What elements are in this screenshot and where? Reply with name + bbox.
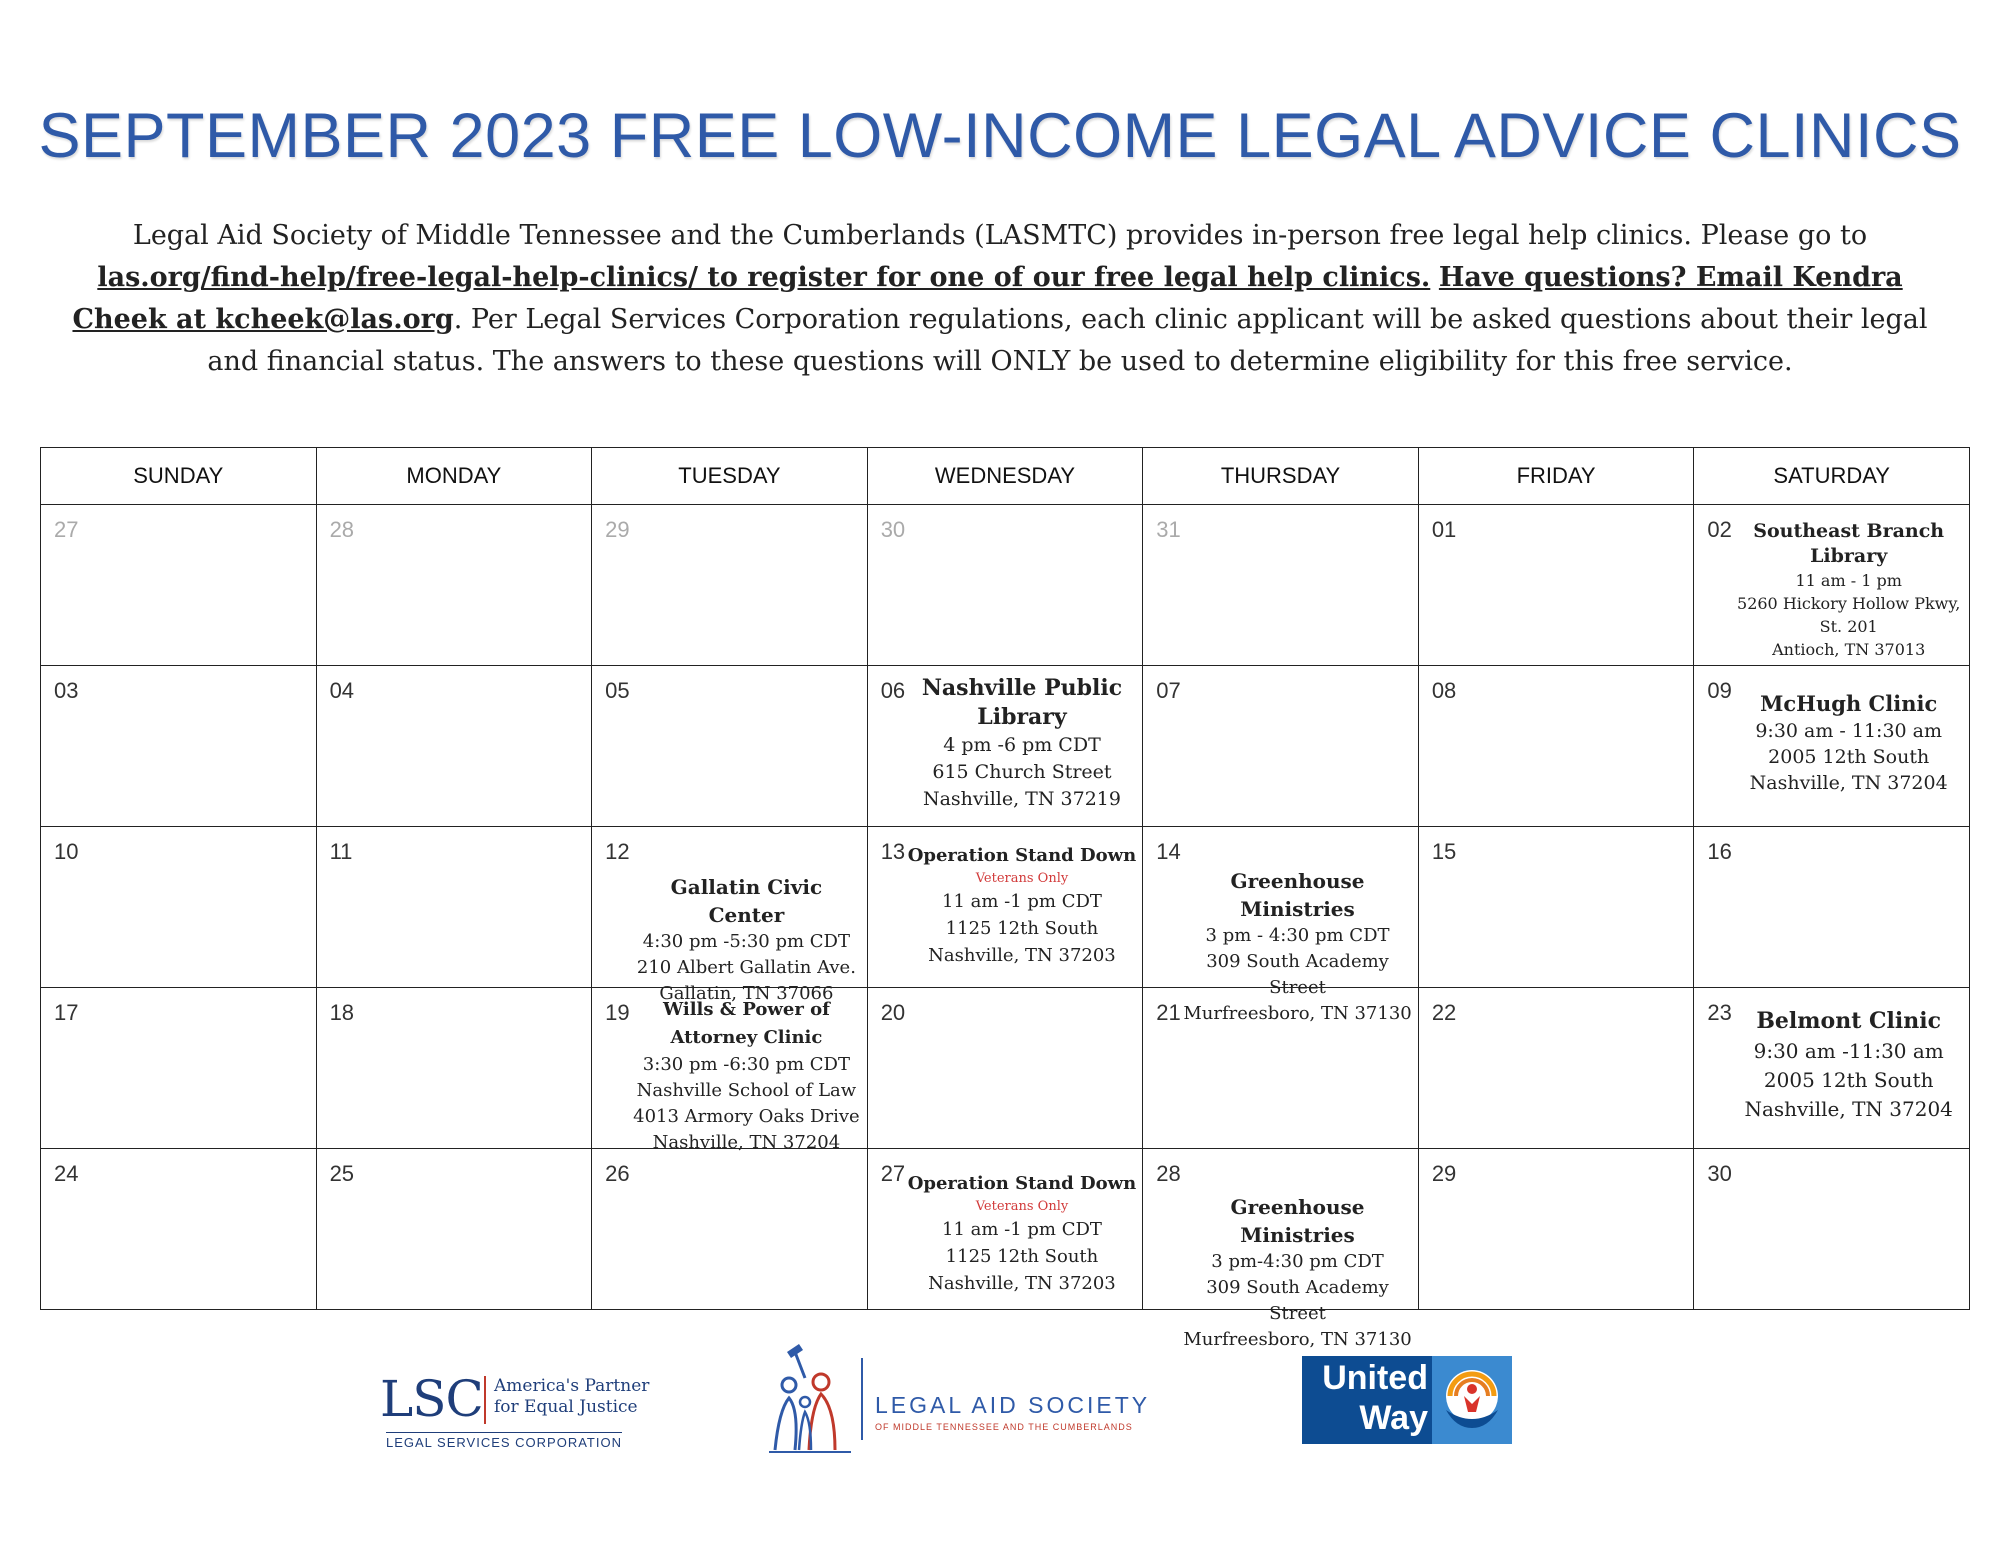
- day-number: 19: [605, 1000, 630, 1025]
- clinic-event: [1183, 1193, 1412, 1353]
- clinic-detail-line: Nashville, TN 37204: [1749, 772, 1948, 794]
- day-number: 16: [1707, 839, 1732, 864]
- day-number: 09: [1707, 678, 1732, 703]
- day-number: 29: [605, 517, 630, 542]
- calendar-day-cell: [1694, 666, 1970, 827]
- day-number: 27: [54, 517, 79, 542]
- calendar-day-cell: [1143, 666, 1419, 827]
- clinic-detail-line: Nashville, TN 37204: [652, 1132, 841, 1153]
- calendar-day-cell: [867, 827, 1143, 988]
- clinic-detail-line: 11 am -1 pm CDT: [942, 891, 1102, 912]
- day-number: 25: [329, 1161, 355, 1186]
- calendar-day-cell: [867, 505, 1143, 666]
- clinic-event: [632, 996, 861, 1156]
- clinic-detail-line: 4013 Armory Oaks Drive: [633, 1106, 860, 1127]
- day-number: 08: [1431, 678, 1457, 703]
- calendar-day-cell: [1694, 1149, 1970, 1310]
- calendar-day-cell: [592, 827, 868, 1004]
- lsc-subtitle: LEGAL SERVICES CORPORATION: [386, 1432, 622, 1450]
- clinic-name: Wills & Power of Attorney Clinic: [662, 999, 830, 1048]
- weekday-header: SATURDAY: [1694, 448, 1970, 505]
- day-number: 06: [880, 678, 906, 703]
- day-number: 28: [1156, 1161, 1181, 1186]
- day-number: 04: [329, 678, 355, 703]
- calendar-day-cell: [1694, 827, 1970, 988]
- calendar-day-cell: [41, 666, 317, 827]
- calendar-week-row: [41, 827, 1970, 988]
- weekday-header: THURSDAY: [1143, 448, 1419, 505]
- clinic-detail-line: 3:30 pm -6:30 pm CDT: [642, 1054, 850, 1075]
- clinic-detail-line: Antioch, TN 37013: [1772, 640, 1926, 659]
- day-number: 17: [54, 1000, 79, 1025]
- clinic-detail-line: 210 Albert Gallatin Ave.: [636, 957, 856, 978]
- clinic-name: Gallatin Civic Center: [670, 875, 823, 927]
- day-number: 15: [1431, 839, 1457, 864]
- clinic-event: [908, 674, 1137, 813]
- weekday-header: WEDNESDAY: [867, 448, 1143, 505]
- calendar-day-cell: [316, 1149, 592, 1310]
- weekday-header: MONDAY: [316, 448, 592, 505]
- clinic-event: [1734, 1006, 1963, 1124]
- calendar-grid: [40, 447, 1970, 1350]
- day-number: 07: [1156, 678, 1181, 703]
- calendar-day-cell: [1418, 827, 1694, 988]
- clinic-event: [908, 841, 1137, 969]
- calendar-day-cell: [867, 666, 1143, 827]
- calendar-day-cell: [41, 505, 317, 666]
- clinic-name: Greenhouse Ministries: [1230, 1195, 1365, 1247]
- legal-aid-society-logo: [765, 1340, 1165, 1455]
- calendar-day-cell: [867, 1149, 1143, 1310]
- day-number: 13: [880, 839, 906, 864]
- clinic-detail-line: Nashville, TN 37203: [928, 1273, 1116, 1294]
- clinic-detail-line: 1125 12th South: [945, 1246, 1099, 1267]
- day-number: 22: [1431, 1000, 1457, 1025]
- day-number: 27: [880, 1161, 906, 1186]
- clinic-detail-line: 9:30 am -11:30 am: [1753, 1039, 1944, 1063]
- clinic-detail-line: Murfreesboro, TN 37130: [1183, 1003, 1412, 1024]
- calendar-day-cell: [1143, 1149, 1419, 1350]
- clinic-detail-line: 309 South Academy Street: [1206, 951, 1389, 998]
- day-number: 18: [329, 1000, 355, 1025]
- clinic-event: [908, 1169, 1137, 1297]
- united-way-hand-icon: [1432, 1356, 1512, 1444]
- calendar-week-row: [41, 666, 1970, 827]
- calendar-day-cell: [316, 505, 592, 666]
- clinic-detail-line: 615 Church Street: [932, 761, 1112, 783]
- calendar-day-cell: [41, 988, 317, 1149]
- clinic-detail-line: 2005 12th South: [1768, 746, 1930, 768]
- day-number: 14: [1156, 839, 1181, 864]
- intro-text-1: Legal Aid Society of Middle Tennessee and the Cumberlands (LASMTC) provides in-person free legal help clinics. Please go to: [132, 220, 1868, 251]
- family-icon: [765, 1340, 855, 1455]
- page-title: SEPTEMBER 2023 FREE LOW-INCOME LEGAL ADVICE CLINICS: [38, 101, 1962, 171]
- day-number: 29: [1431, 1161, 1457, 1186]
- united-way-logo: [1302, 1356, 1512, 1444]
- clinic-detail-line: Nashville, TN 37204: [1744, 1097, 1953, 1121]
- clinic-name: Nashville Public Library: [921, 675, 1123, 730]
- clinic-detail-line: 2005 12th South: [1763, 1068, 1934, 1092]
- intro-text-2: . Per Legal Services Corporation regulations, each clinic applicant will be asked questions about their legal and financial status. The answers to these questions will ONLY be used to determine eligibility for this free service.: [207, 304, 1928, 377]
- calendar-day-cell: [316, 988, 592, 1149]
- clinic-name: Operation Stand Down: [907, 845, 1137, 866]
- contact-email-link[interactable]: Have questions? Email Kendra Cheek at kcheek@las.org: [72, 262, 1903, 335]
- calendar-day-cell: [1418, 988, 1694, 1149]
- calendar-day-cell: [1694, 505, 1970, 666]
- clinic-name: Belmont Clinic: [1756, 1008, 1942, 1034]
- clinic-detail-line: 11 am - 1 pm: [1795, 571, 1902, 590]
- calendar-week-row: [41, 1149, 1970, 1310]
- calendar-day-cell: [1143, 988, 1419, 1149]
- clinic-detail-line: 4 pm -6 pm CDT: [943, 734, 1101, 756]
- veterans-only-note: Veterans Only: [975, 871, 1069, 886]
- calendar-day-cell: [1143, 505, 1419, 666]
- united-way-text: United Way: [1322, 1359, 1428, 1437]
- day-number: 05: [605, 678, 630, 703]
- calendar-day-cell: [592, 988, 868, 1153]
- calendar-day-cell: [1418, 1149, 1694, 1310]
- day-number: 24: [54, 1161, 79, 1186]
- weekday-header: TUESDAY: [592, 448, 868, 505]
- calendar-day-cell: [592, 1149, 868, 1310]
- clinic-event: [1734, 690, 1963, 796]
- lsc-mark: LSC: [380, 1370, 483, 1428]
- sponsor-logos: [0, 1340, 2000, 1470]
- calendar-day-cell: [1418, 666, 1694, 827]
- weekday-header: FRIDAY: [1418, 448, 1694, 505]
- calendar-week-row: [41, 505, 1970, 666]
- las-subtitle: OF MIDDLE TENNESSEE AND THE CUMBERLANDS: [875, 1422, 1133, 1432]
- clinic-name: Southeast Branch Library: [1753, 520, 1945, 567]
- day-number: 31: [1156, 517, 1181, 542]
- clinic-detail-line: 309 South Academy Street: [1206, 1277, 1389, 1324]
- calendar-day-cell: [1418, 505, 1694, 666]
- veterans-only-note: Veterans Only: [975, 1199, 1069, 1214]
- calendar-day-cell: [41, 827, 317, 988]
- calendar-day-cell: [1694, 988, 1970, 1149]
- clinic-detail-line: 1125 12th South: [945, 918, 1099, 939]
- clinic-name: Greenhouse Ministries: [1230, 869, 1365, 921]
- day-number: 02: [1707, 517, 1732, 542]
- clinic-detail-line: 4:30 pm -5:30 pm CDT: [642, 931, 850, 952]
- day-number: 30: [1707, 1161, 1732, 1186]
- clinic-name: Operation Stand Down: [907, 1173, 1137, 1194]
- clinic-event: [1734, 519, 1963, 661]
- day-number: 03: [54, 678, 79, 703]
- las-name: LEGAL AID SOCIETY: [875, 1392, 1151, 1418]
- lsc-logo: [380, 1370, 650, 1450]
- calendar-day-cell: [592, 666, 868, 827]
- clinic-detail-line: Murfreesboro, TN 37130: [1183, 1329, 1412, 1350]
- day-number: 28: [329, 517, 355, 542]
- clinic-detail-line: Nashville School of Law: [636, 1080, 857, 1101]
- intro-paragraph: [60, 215, 1940, 383]
- calendar-week-row: [41, 988, 1970, 1149]
- clinic-name: McHugh Clinic: [1760, 691, 1938, 716]
- weekday-header: SUNDAY: [41, 448, 317, 505]
- lsc-tagline: America's Partner for Equal Justice: [494, 1376, 650, 1417]
- clinic-detail-line: Nashville, TN 37203: [928, 945, 1116, 966]
- clinic-detail-line: 11 am -1 pm CDT: [942, 1219, 1102, 1240]
- day-number: 11: [329, 839, 353, 864]
- day-number: 30: [880, 517, 906, 542]
- clinic-detail-line: Gallatin, TN 37066: [659, 983, 834, 1004]
- clinic-detail-line: 5260 Hickory Hollow Pkwy, St. 201: [1737, 594, 1961, 636]
- clinic-detail-line: 9:30 am - 11:30 am: [1755, 720, 1943, 742]
- register-link[interactable]: las.org/find-help/free-legal-help-clinics/ to register for one of our free legal help clinics.: [97, 262, 1431, 293]
- day-number: 12: [605, 839, 630, 864]
- calendar-day-cell: [316, 827, 592, 988]
- day-number: 01: [1431, 517, 1457, 542]
- day-number: 21: [1156, 1000, 1181, 1025]
- calendar-day-cell: [592, 505, 868, 666]
- day-number: 26: [605, 1161, 630, 1186]
- day-number: 10: [54, 839, 79, 864]
- clinic-detail-line: 3 pm-4:30 pm CDT: [1211, 1251, 1384, 1272]
- weekday-header-row: [41, 448, 1970, 505]
- day-number: 20: [880, 1000, 906, 1025]
- calendar-day-cell: [867, 988, 1143, 1149]
- calendar-day-cell: [41, 1149, 317, 1310]
- day-number: 23: [1707, 1000, 1732, 1025]
- clinic-detail-line: 3 pm - 4:30 pm CDT: [1205, 925, 1390, 946]
- clinic-detail-line: Nashville, TN 37219: [922, 788, 1121, 810]
- calendar-day-cell: [316, 666, 592, 827]
